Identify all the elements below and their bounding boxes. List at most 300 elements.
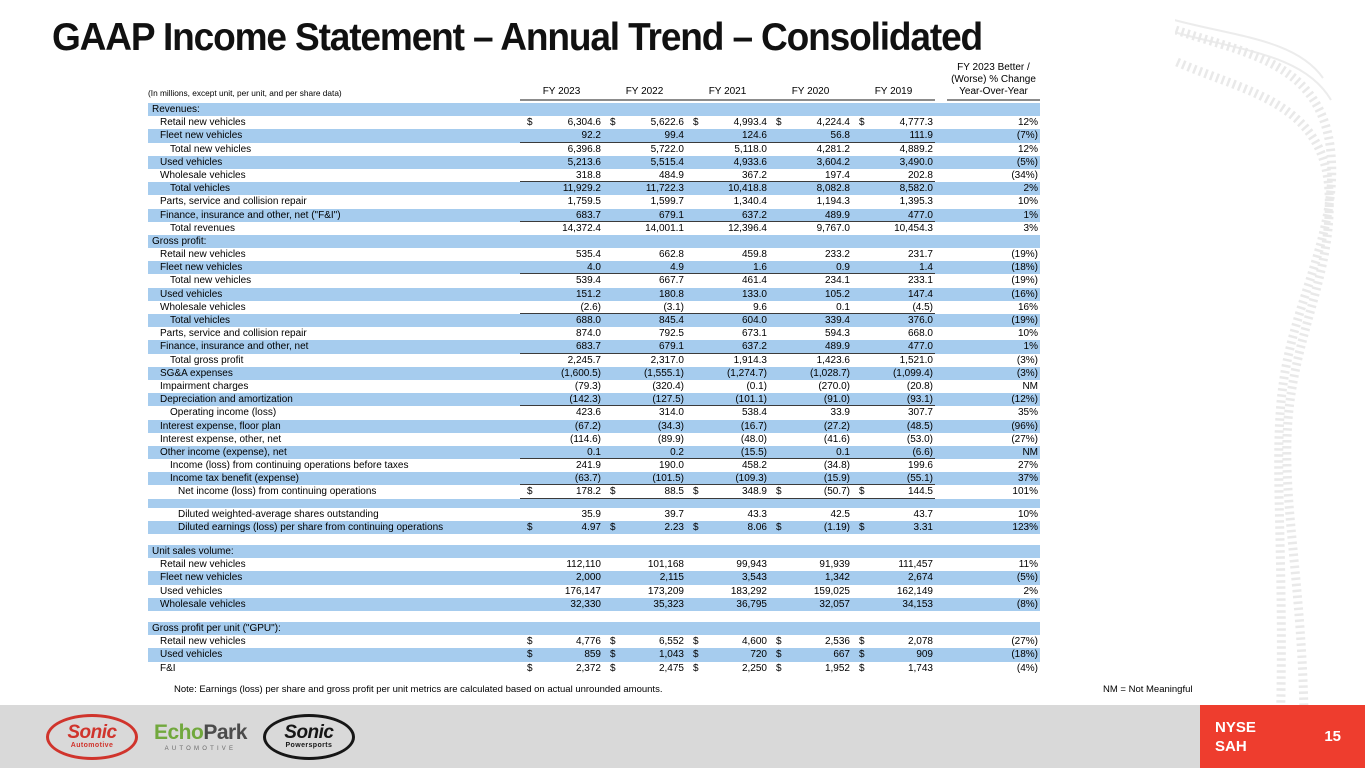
cell-value: 667 — [833, 649, 850, 661]
change-cell: (8%) — [1016, 598, 1038, 610]
table-row — [148, 261, 1040, 274]
value-cell-fy2021 — [686, 195, 769, 208]
value-cell-fy2023 — [520, 521, 603, 534]
spacer-row — [148, 534, 1040, 545]
change-cell: (18%) — [1011, 649, 1038, 661]
cell-value: 6,396.8 — [567, 143, 601, 155]
cell-value: 9,767.0 — [816, 222, 850, 234]
row-values — [520, 301, 935, 314]
cell-value: 4,993.4 — [733, 117, 767, 129]
table-row — [148, 393, 1040, 406]
section-header-row — [148, 545, 1040, 558]
row-label: Total gross profit — [170, 354, 244, 366]
column-header-fy2021: FY 2021 — [708, 86, 747, 97]
change-cell: NM — [1022, 380, 1038, 392]
row-values — [520, 354, 935, 367]
row-values — [520, 222, 935, 235]
cell-value: 874.0 — [575, 328, 601, 340]
value-cell-fy2021 — [686, 571, 769, 584]
value-cell-fy2020 — [769, 116, 852, 129]
cell-value: 2.23 — [664, 521, 684, 533]
cell-value: 2,250 — [741, 662, 767, 674]
table-row — [148, 354, 1040, 367]
table-row — [148, 635, 1040, 648]
row-label: Fleet new vehicles — [160, 262, 243, 274]
row-label: Retail new vehicles — [160, 559, 246, 571]
change-cell: 3% — [1023, 222, 1038, 234]
cell-value: 3,490.0 — [899, 156, 933, 168]
value-cell-fy2021 — [686, 406, 769, 419]
cell-value: 6,552 — [658, 636, 684, 648]
value-cell-fy2019 — [852, 459, 935, 472]
cell-value: 234.1 — [824, 275, 850, 287]
cell-value: (50.7) — [823, 486, 850, 498]
cell-value: 1,342 — [824, 572, 850, 584]
row-values — [520, 406, 935, 419]
change-header-line-2: (Worse) % Change — [951, 74, 1036, 85]
cell-value: 1,743 — [907, 662, 933, 674]
cell-value: 604.0 — [741, 315, 767, 326]
cell-value: 477.0 — [907, 341, 933, 353]
cell-value: 101,168 — [647, 559, 684, 571]
value-cell-fy2022 — [603, 380, 686, 393]
value-cell-fy2022 — [603, 521, 686, 534]
change-cell: (5%) — [1016, 572, 1038, 584]
section-header-row — [148, 235, 1040, 248]
row-values — [520, 521, 935, 534]
table-row — [148, 156, 1040, 169]
cell-value: 0.1 — [587, 446, 601, 458]
cell-value: 133.0 — [741, 288, 767, 300]
value-cell-fy2023 — [520, 182, 603, 195]
change-cell: (19%) — [1011, 275, 1038, 287]
value-cell-fy2021 — [686, 521, 769, 534]
value-cell-fy2020 — [769, 420, 852, 433]
row-values — [520, 508, 935, 521]
cell-value: 5,622.6 — [650, 117, 684, 129]
value-cell-fy2020 — [769, 635, 852, 648]
change-cell: (12%) — [1011, 394, 1038, 406]
cell-value: 1,521.0 — [899, 354, 933, 366]
section-header-row — [148, 103, 1040, 116]
change-cell: 101% — [1012, 486, 1038, 498]
row-values — [520, 662, 935, 675]
value-cell-fy2020 — [769, 129, 852, 142]
cell-value: 4,224.4 — [816, 117, 850, 129]
table-row — [148, 585, 1040, 598]
change-cell: 16% — [1017, 301, 1038, 313]
value-cell-fy2020 — [769, 261, 852, 274]
value-cell-fy2019 — [852, 485, 935, 498]
income-statement-table — [148, 62, 1040, 675]
dollar-sign: $ — [527, 117, 533, 129]
change-cell: 2% — [1023, 183, 1038, 195]
table-row — [148, 301, 1040, 314]
value-cell-fy2022 — [603, 459, 686, 472]
cell-value: (63.7) — [574, 473, 601, 485]
table-row — [148, 521, 1040, 534]
value-cell-fy2019 — [852, 521, 935, 534]
cell-value: 1,423.6 — [816, 354, 850, 366]
cell-value: 1,043 — [658, 649, 684, 661]
cell-value: 3,543 — [741, 572, 767, 584]
change-cell: 12% — [1017, 117, 1038, 129]
sonic-automotive-wordmark: Sonic — [67, 722, 117, 743]
value-cell-fy2021 — [686, 169, 769, 182]
table-row — [148, 508, 1040, 521]
cell-value: 202.8 — [907, 169, 933, 181]
value-cell-fy2019 — [852, 662, 935, 675]
table-row — [148, 195, 1040, 208]
dollar-sign: $ — [610, 662, 616, 674]
row-values — [520, 472, 935, 485]
cell-value: 489.9 — [824, 209, 850, 221]
value-cell-fy2021 — [686, 558, 769, 571]
change-cell: 10% — [1017, 508, 1038, 520]
footnote: Note: Earnings (loss) per share and gross profit per unit metrics are calculated based on actual unrounded amounts. — [174, 684, 663, 695]
cell-value: 859 — [584, 649, 601, 661]
row-label: Interest expense, other, net — [160, 433, 282, 445]
value-cell-fy2021 — [686, 459, 769, 472]
cell-value: 92.2 — [581, 130, 601, 142]
cell-value: 42.5 — [830, 508, 850, 520]
cell-value: (127.5) — [652, 394, 684, 406]
value-cell-fy2022 — [603, 261, 686, 274]
value-cell-fy2022 — [603, 446, 686, 459]
value-cell-fy2021 — [686, 116, 769, 129]
row-values — [520, 288, 935, 301]
value-cell-fy2023 — [520, 116, 603, 129]
dollar-sign: $ — [527, 486, 533, 498]
table-row — [148, 288, 1040, 301]
cell-value: 1,194.3 — [816, 196, 850, 208]
row-values — [520, 380, 935, 393]
row-values — [520, 558, 935, 571]
value-cell-fy2021 — [686, 340, 769, 353]
cell-value: 720 — [750, 649, 767, 661]
ticker-text — [1215, 718, 1256, 756]
cell-value: 151.2 — [575, 288, 601, 300]
cell-value: (48.0) — [740, 433, 767, 445]
value-cell-fy2019 — [852, 585, 935, 598]
value-cell-fy2022 — [603, 508, 686, 521]
ticker-badge — [1200, 705, 1365, 768]
value-cell-fy2020 — [769, 433, 852, 446]
value-cell-fy2019 — [852, 367, 935, 380]
value-cell-fy2023 — [520, 598, 603, 611]
value-cell-fy2021 — [686, 209, 769, 222]
value-cell-fy2019 — [852, 420, 935, 433]
cell-value: (27.2) — [823, 420, 850, 432]
table-row — [148, 274, 1040, 287]
cell-value: 4,600 — [741, 636, 767, 648]
value-cell-fy2023 — [520, 195, 603, 208]
value-cell-fy2022 — [603, 182, 686, 195]
cell-value: 535.4 — [575, 249, 601, 261]
table-row — [148, 459, 1040, 472]
row-label: Total new vehicles — [170, 275, 252, 287]
value-cell-fy2019 — [852, 222, 935, 235]
column-header-fy2023: FY 2023 — [542, 86, 581, 97]
sonic-automotive-logo — [46, 714, 138, 760]
cell-value: 0.1 — [836, 446, 850, 458]
row-label: Used vehicles — [160, 288, 223, 300]
table-row — [148, 558, 1040, 571]
value-cell-fy2020 — [769, 648, 852, 661]
cell-value: 8.06 — [747, 521, 767, 533]
cell-value: 14,372.4 — [562, 222, 601, 234]
column-header-change — [935, 62, 1040, 101]
cell-value: 307.7 — [907, 407, 933, 419]
cell-value: (109.3) — [735, 473, 767, 485]
cell-value: 4,889.2 — [899, 143, 933, 155]
cell-value: 233.1 — [907, 275, 933, 287]
cell-value: 1,759.5 — [567, 196, 601, 208]
row-values — [520, 446, 935, 459]
value-cell-fy2021 — [686, 485, 769, 498]
value-cell-fy2019 — [852, 182, 935, 195]
value-cell-fy2022 — [603, 143, 686, 156]
row-label: Parts, service and collision repair — [160, 196, 307, 208]
cell-value: 111.9 — [909, 130, 933, 142]
value-cell-fy2023 — [520, 585, 603, 598]
page-number: 15 — [1324, 728, 1341, 745]
row-label: Operating income (loss) — [170, 407, 277, 419]
cell-value: (53.0) — [906, 433, 933, 445]
change-cell: (19%) — [1011, 249, 1038, 261]
dollar-sign: $ — [776, 662, 782, 674]
dollar-sign: $ — [527, 649, 533, 661]
value-cell-fy2019 — [852, 143, 935, 156]
row-label: Diluted weighted-average shares outstanding — [178, 508, 379, 520]
dollar-sign: $ — [859, 649, 865, 661]
cell-value: 5,722.0 — [650, 143, 684, 155]
cell-value: 314.0 — [658, 407, 684, 419]
cell-value: 1,395.3 — [899, 196, 933, 208]
cell-value: 4.97 — [581, 521, 601, 533]
cell-value: (89.9) — [657, 433, 684, 445]
cell-value: 4,777.3 — [899, 117, 933, 129]
row-label: Finance, insurance and other, net ("F&I") — [160, 209, 341, 221]
value-cell-fy2022 — [603, 571, 686, 584]
value-cell-fy2023 — [520, 393, 603, 406]
sonic-powersports-wordmark: Sonic — [284, 722, 334, 743]
row-values — [520, 327, 935, 340]
value-cell-fy2023 — [520, 406, 603, 419]
value-cell-fy2021 — [686, 222, 769, 235]
echopark-wordmark — [154, 722, 247, 743]
value-cell-fy2020 — [769, 274, 852, 287]
value-cell-fy2021 — [686, 182, 769, 195]
cell-value: 5,515.4 — [650, 156, 684, 168]
change-cell: 2% — [1023, 585, 1038, 597]
cell-value: (114.6) — [570, 433, 601, 445]
table-row — [148, 433, 1040, 446]
table-row — [148, 327, 1040, 340]
row-label: Net income (loss) from continuing operations — [178, 486, 377, 498]
value-cell-fy2020 — [769, 222, 852, 235]
row-label: Income tax benefit (expense) — [170, 473, 299, 485]
row-values — [520, 129, 935, 142]
value-cell-fy2021 — [686, 301, 769, 314]
cell-value: 1.6 — [753, 262, 767, 274]
value-cell-fy2020 — [769, 485, 852, 498]
value-cell-fy2020 — [769, 571, 852, 584]
row-values — [520, 571, 935, 584]
change-header-line-3: Year-Over-Year — [959, 86, 1028, 97]
value-cell-fy2019 — [852, 248, 935, 261]
dollar-sign: $ — [859, 636, 865, 648]
value-cell-fy2023 — [520, 472, 603, 485]
cell-value: 376.0 — [907, 315, 933, 326]
row-values — [520, 143, 935, 156]
table-row — [148, 222, 1040, 235]
value-cell-fy2019 — [852, 446, 935, 459]
cell-value: 11,929.2 — [562, 183, 601, 195]
table-row — [148, 314, 1040, 327]
column-header-fy2019: FY 2019 — [874, 86, 913, 97]
table-row — [148, 420, 1040, 433]
value-cell-fy2020 — [769, 288, 852, 301]
value-cell-fy2021 — [686, 598, 769, 611]
value-cell-fy2022 — [603, 433, 686, 446]
value-cell-fy2019 — [852, 508, 935, 521]
table-row — [148, 143, 1040, 156]
value-cell-fy2022 — [603, 558, 686, 571]
cell-value: 14,001.1 — [645, 222, 684, 234]
row-values — [520, 248, 935, 261]
cell-value: 1,599.7 — [650, 196, 684, 208]
row-values — [520, 393, 935, 406]
cell-value: 241.9 — [575, 460, 601, 472]
dollar-sign: $ — [693, 486, 699, 498]
change-cell: (18%) — [1011, 262, 1038, 274]
row-label: Retail new vehicles — [160, 249, 246, 261]
value-cell-fy2023 — [520, 571, 603, 584]
cell-value: 423.6 — [575, 407, 601, 419]
cell-value: 489.9 — [824, 341, 850, 353]
row-label: Impairment charges — [160, 380, 249, 392]
row-values — [520, 195, 935, 208]
row-label: Total vehicles — [170, 315, 231, 326]
value-cell-fy2021 — [686, 156, 769, 169]
cell-value: (15.9) — [823, 473, 850, 485]
table-header-row — [148, 62, 1040, 101]
value-cell-fy2019 — [852, 598, 935, 611]
row-values — [520, 182, 935, 195]
value-cell-fy2023 — [520, 301, 603, 314]
section-header-row — [148, 622, 1040, 635]
row-label: Retail new vehicles — [160, 636, 246, 648]
value-cell-fy2021 — [686, 380, 769, 393]
cell-value: 34,153 — [902, 598, 933, 610]
cell-value: 10,454.3 — [894, 222, 933, 234]
cell-value: (1,555.1) — [643, 367, 684, 379]
cell-value: 173,209 — [647, 585, 684, 597]
cell-value: (1,274.7) — [726, 367, 767, 379]
value-cell-fy2022 — [603, 472, 686, 485]
change-cell: 27% — [1017, 460, 1038, 472]
table-row — [148, 472, 1040, 485]
change-cell: (16%) — [1011, 288, 1038, 300]
change-cell: 123% — [1012, 521, 1038, 533]
value-cell-fy2021 — [686, 354, 769, 367]
row-values — [520, 156, 935, 169]
cell-value: (1.19) — [823, 521, 850, 533]
table-row — [148, 340, 1040, 353]
value-cell-fy2019 — [852, 195, 935, 208]
cell-value: 99,943 — [736, 559, 767, 571]
column-header-fy2020: FY 2020 — [791, 86, 830, 97]
value-cell-fy2023 — [520, 340, 603, 353]
value-cell-fy2021 — [686, 129, 769, 142]
value-cell-fy2021 — [686, 446, 769, 459]
value-cell-fy2022 — [603, 420, 686, 433]
change-cell: 10% — [1017, 328, 1038, 340]
value-cell-fy2019 — [852, 274, 935, 287]
value-cell-fy2022 — [603, 340, 686, 353]
cell-value: 233.2 — [824, 249, 850, 261]
cell-value: 2,475 — [658, 662, 684, 674]
row-label: Revenues: — [152, 104, 200, 115]
table-row — [148, 209, 1040, 222]
value-cell-fy2019 — [852, 433, 935, 446]
sonic-automotive-subtext: Automotive — [70, 742, 114, 749]
dollar-sign: $ — [610, 486, 616, 498]
value-cell-fy2023 — [520, 420, 603, 433]
cell-value: 190.0 — [658, 460, 684, 472]
value-cell-fy2022 — [603, 598, 686, 611]
cell-value: 679.1 — [658, 209, 684, 221]
change-cell: (4%) — [1016, 662, 1038, 674]
cell-value: 112,110 — [566, 559, 601, 571]
row-label: Finance, insurance and other, net — [160, 341, 309, 353]
dollar-sign: $ — [693, 662, 699, 674]
cell-value: 33.9 — [830, 407, 850, 419]
cell-value: 124.6 — [741, 130, 767, 142]
value-cell-fy2021 — [686, 420, 769, 433]
value-cell-fy2023 — [520, 169, 603, 182]
cell-value: 111,457 — [898, 559, 933, 571]
value-cell-fy2023 — [520, 508, 603, 521]
dollar-sign: $ — [610, 636, 616, 648]
dollar-sign: $ — [859, 521, 865, 533]
cell-value: 458.2 — [741, 460, 767, 472]
table-row — [148, 248, 1040, 261]
row-values — [520, 116, 935, 129]
cell-value: (55.1) — [906, 473, 933, 485]
cell-value: 662.8 — [658, 249, 684, 261]
change-cell: (27%) — [1011, 433, 1038, 445]
row-values — [520, 340, 935, 353]
value-cell-fy2020 — [769, 662, 852, 675]
change-cell: 35% — [1017, 407, 1038, 419]
cell-value: 484.9 — [658, 169, 684, 181]
cell-value: 91,939 — [819, 559, 850, 571]
cell-value: 679.1 — [658, 341, 684, 353]
nm-legend: NM = Not Meaningful — [1103, 684, 1193, 695]
cell-value: 594.3 — [824, 328, 850, 340]
value-cell-fy2020 — [769, 248, 852, 261]
cell-value: 11,722.3 — [645, 183, 684, 195]
row-label: Interest expense, floor plan — [160, 420, 281, 432]
value-cell-fy2023 — [520, 459, 603, 472]
table-row — [148, 129, 1040, 142]
value-cell-fy2019 — [852, 327, 935, 340]
change-cell: (3%) — [1016, 354, 1038, 366]
cell-value: 348.9 — [741, 486, 767, 498]
value-cell-fy2020 — [769, 393, 852, 406]
